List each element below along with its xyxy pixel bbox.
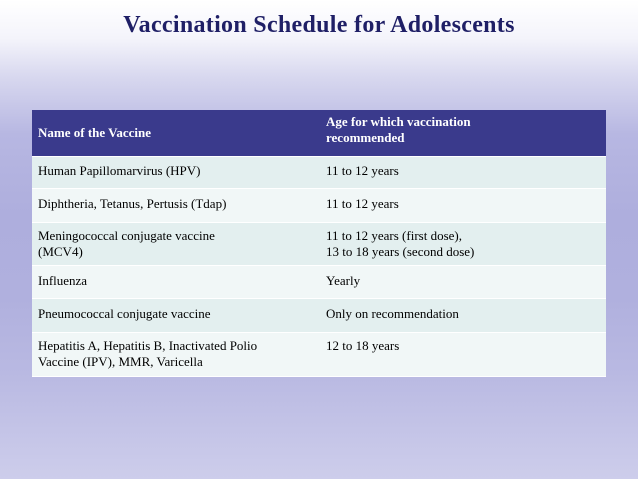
vaccine-cell xyxy=(32,299,320,333)
age-cell xyxy=(320,157,606,189)
table-row xyxy=(32,299,606,333)
table-row xyxy=(32,157,606,189)
vaccine-cell xyxy=(32,333,320,377)
age-value-line-2: 13 to 18 years (second dose) xyxy=(326,244,475,259)
header-age-line-1: Age for which vaccination xyxy=(326,114,471,129)
vaccine-name: Diphtheria, Tetanus, Pertusis (Tdap) xyxy=(38,196,227,211)
vaccine-name-line-2: Vaccine (IPV), MMR, Varicella xyxy=(38,354,203,369)
age-cell xyxy=(320,299,606,333)
age-cell xyxy=(320,266,606,299)
vaccine-name-line-1: Hepatitis A, Hepatitis B, Inactivated Polio xyxy=(38,338,258,353)
vaccine-cell xyxy=(32,223,320,266)
table-header-row xyxy=(32,110,606,157)
table-row xyxy=(32,266,606,299)
header-vaccine-name: Name of the Vaccine xyxy=(32,110,320,157)
vaccine-cell xyxy=(32,157,320,189)
header-age-line-2: recommended xyxy=(326,130,405,145)
table-row xyxy=(32,223,606,266)
table-row xyxy=(32,189,606,223)
slide-title: Vaccination Schedule for Adolescents xyxy=(123,12,515,38)
vaccine-cell xyxy=(32,266,320,299)
vaccination-schedule-table xyxy=(32,110,606,377)
vaccine-name: Human Papillomarvirus (HPV) xyxy=(38,163,201,178)
age-cell xyxy=(320,333,606,377)
age-value: Only on recommendation xyxy=(326,306,459,321)
age-value: 11 to 12 years xyxy=(326,163,399,178)
vaccine-name-line-1: Meningococcal conjugate vaccine xyxy=(38,228,215,243)
vaccine-name: Influenza xyxy=(38,273,88,288)
vaccine-name: Pneumococcal conjugate vaccine xyxy=(38,306,211,321)
age-value: Yearly xyxy=(326,273,361,288)
vaccine-cell xyxy=(32,189,320,223)
age-cell xyxy=(320,189,606,223)
age-value: 12 to 18 years xyxy=(326,338,400,353)
table-row xyxy=(32,333,606,377)
header-age xyxy=(320,110,606,157)
age-value-line-1: 11 to 12 years (first dose), xyxy=(326,228,462,243)
vaccine-name-line-2: (MCV4) xyxy=(38,244,83,259)
age-value: 11 to 12 years xyxy=(326,196,399,211)
age-cell xyxy=(320,223,606,266)
